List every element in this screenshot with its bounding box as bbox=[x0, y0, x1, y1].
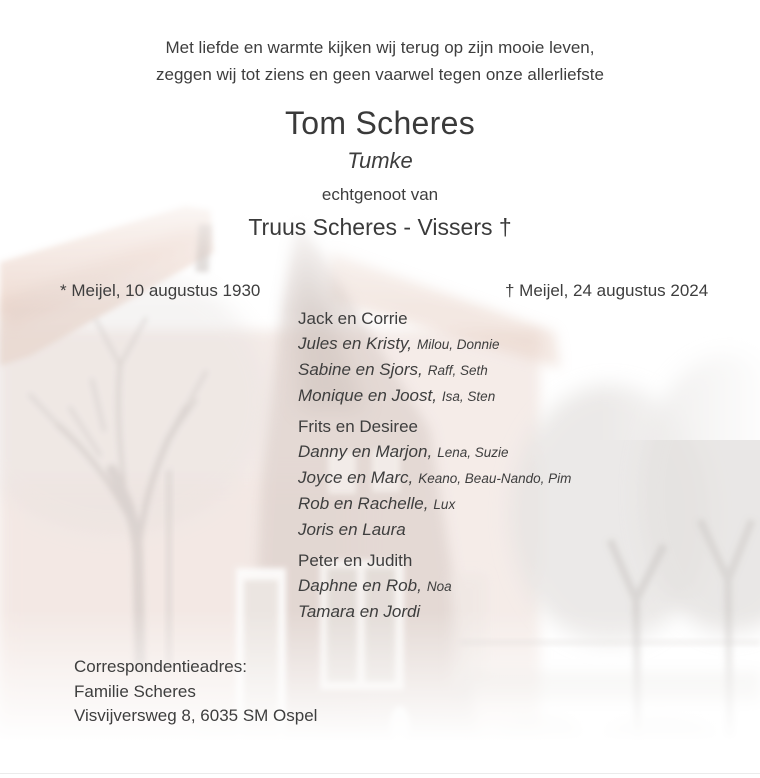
child-couple: Tamara en Jordi bbox=[298, 602, 421, 621]
deceased-nickname: Tumke bbox=[347, 148, 413, 173]
grandchildren: Keano, Beau-Nando, Pim bbox=[418, 471, 572, 486]
spouse-name: Truus Scheres - Vissers † bbox=[248, 214, 512, 240]
correspondence-name: Familie Scheres bbox=[74, 681, 196, 701]
family-list bbox=[298, 306, 571, 625]
correspondence-label: Correspondentieadres: bbox=[74, 657, 247, 676]
relation-label: echtgenoot van bbox=[321, 185, 439, 204]
grandchildren: Lena, Suzie bbox=[437, 445, 509, 460]
birth-date: * Meijel, 10 augustus 1930 bbox=[60, 281, 261, 300]
family-child bbox=[298, 491, 571, 517]
family-child bbox=[298, 383, 571, 409]
child-couple: Rob en Rachelle, bbox=[298, 494, 429, 513]
grandchildren: Milou, Donnie bbox=[417, 337, 500, 352]
grandchildren: Lux bbox=[433, 497, 456, 512]
family-child bbox=[298, 599, 571, 625]
intro-line-2: zeggen wij tot ziens en geen vaarwel tegen onze allerliefste bbox=[156, 65, 604, 84]
family-parents: Frits en Desiree bbox=[298, 417, 418, 436]
family-child bbox=[298, 573, 571, 599]
child-couple: Monique en Joost, bbox=[298, 386, 437, 405]
family-child bbox=[298, 357, 571, 383]
family-child bbox=[298, 465, 571, 491]
grandchildren: Noa bbox=[426, 579, 452, 594]
family-group bbox=[298, 414, 571, 543]
family-child bbox=[298, 517, 571, 543]
child-couple: Joris en Laura bbox=[298, 520, 406, 539]
grandchildren: Isa, Sten bbox=[441, 389, 496, 404]
intro-line-1: Met liefde en warmte kijken wij terug op zijn mooie leven, bbox=[165, 38, 595, 57]
child-couple: Sabine en Sjors, bbox=[298, 360, 423, 379]
death-date: † Meijel, 24 augustus 2024 bbox=[505, 281, 709, 300]
intro-text bbox=[0, 34, 760, 88]
family-parents: Jack en Corrie bbox=[298, 309, 408, 328]
child-couple: Daphne en Rob, bbox=[298, 576, 422, 595]
child-couple: Danny en Marjon, bbox=[298, 442, 433, 461]
family-child bbox=[298, 439, 571, 465]
family-group bbox=[298, 548, 571, 625]
child-couple: Joyce en Marc, bbox=[298, 468, 414, 487]
child-couple: Jules en Kristy, bbox=[298, 334, 413, 353]
family-child bbox=[298, 331, 571, 357]
grandchildren: Raff, Seth bbox=[427, 363, 488, 378]
family-group bbox=[298, 306, 571, 409]
correspondence-street: Visvijversweg 8, 6035 SM Ospel bbox=[74, 706, 318, 725]
deceased-name: Tom Scheres bbox=[284, 105, 476, 141]
family-parents: Peter en Judith bbox=[298, 551, 413, 570]
correspondence-address bbox=[74, 655, 317, 729]
